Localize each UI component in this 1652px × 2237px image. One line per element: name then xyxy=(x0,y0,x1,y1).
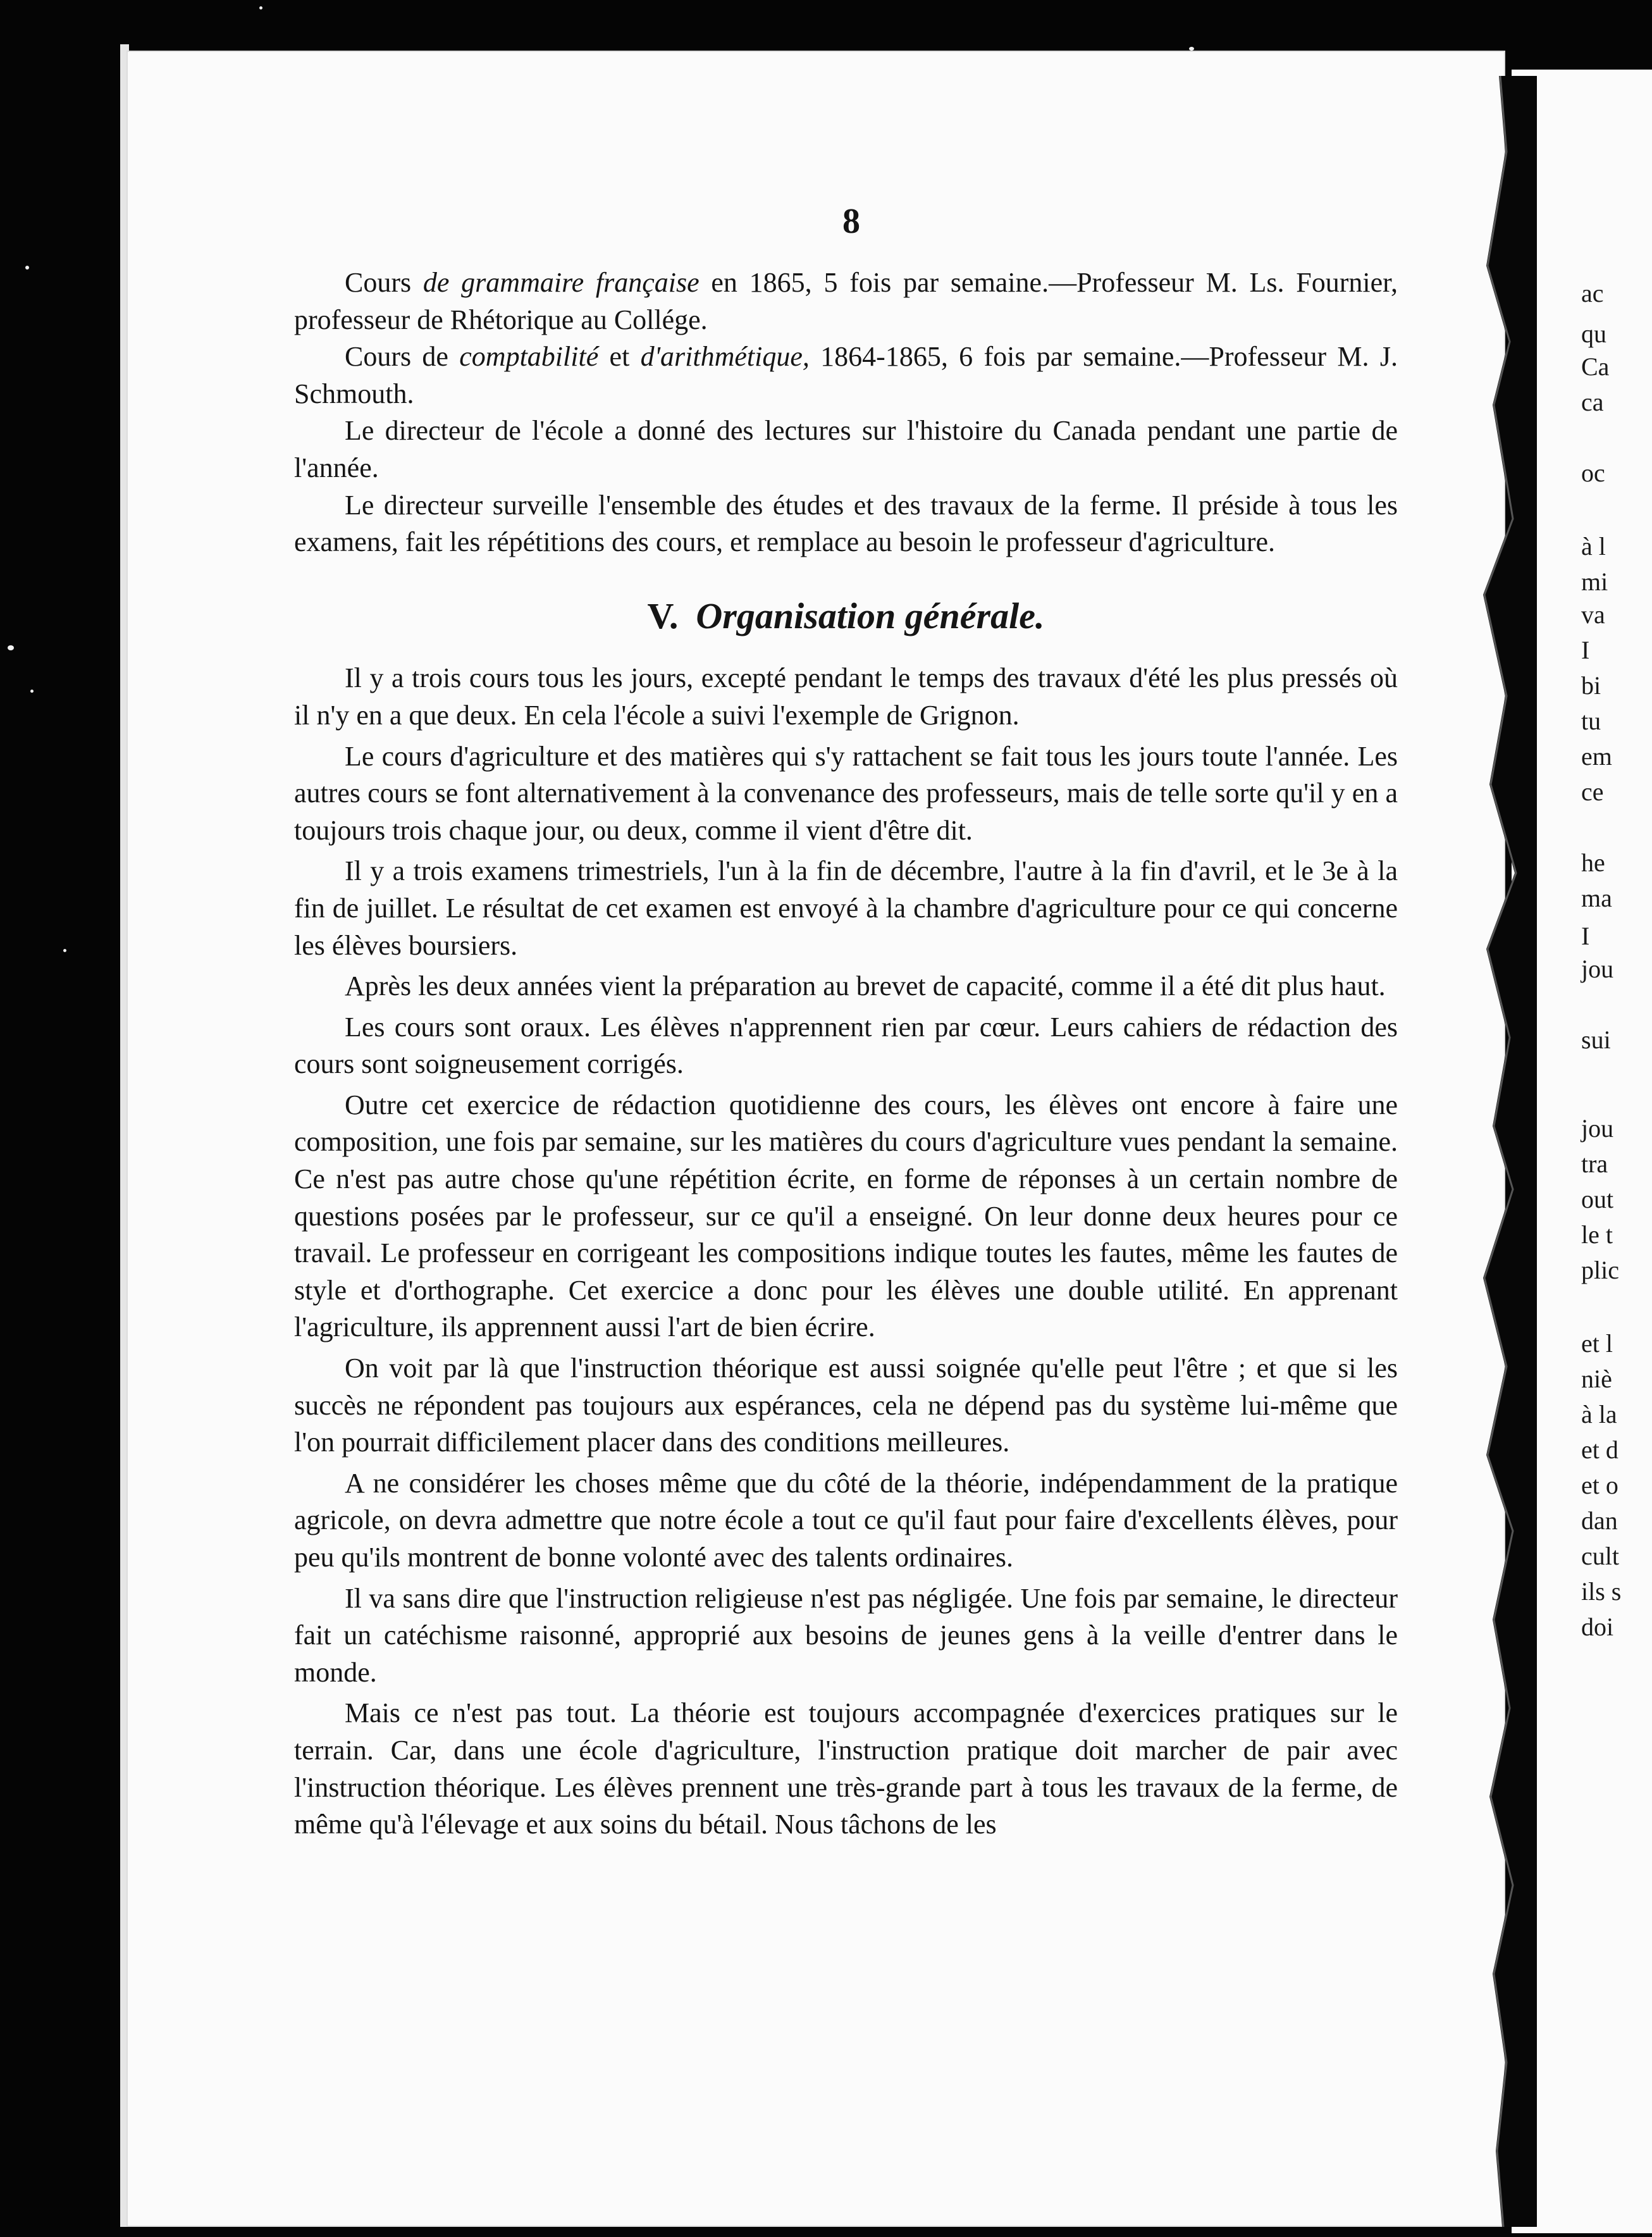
italic-run: comptabilité xyxy=(459,341,599,373)
scan-speck xyxy=(30,690,34,693)
italic-run: d'arithmétique, xyxy=(640,341,810,373)
paragraph: Mais ce n'est pas tout. La théorie est toujours accompagnée d'exercices pratiques sur le terrain. Car, dans une école d'agriculture, l'instruction pratique doit marcher de pair avec l'instruction théorique. Les élèves prennent une très-grande part à tous les travaux de la ferme, de même qu'à l'élevage et aux soins du bétail. Nous tâchons de les xyxy=(294,1697,1398,1840)
next-page-line: I xyxy=(1581,636,1590,664)
scan-speck xyxy=(63,949,66,952)
next-page-line: à la xyxy=(1581,1400,1617,1428)
next-page-line: ce xyxy=(1581,778,1604,806)
paragraph xyxy=(294,412,1398,486)
section-title: Organisation générale. xyxy=(696,595,1045,636)
paragraph: Il va sans dire que l'instruction religieuse n'est pas négligée. Une fois par semaine, le directeur fait un catéchisme raisonné, approprié aux besoins de jeunes gens à la veille d'entrer dans le monde. xyxy=(294,1582,1398,1688)
next-page-line: le t xyxy=(1581,1220,1613,1249)
paragraph xyxy=(294,338,1398,412)
text-run: Le directeur de l'école a donné des lectures sur l'histoire du Canada pendant une partie de l'année. xyxy=(294,415,1398,483)
intro-section xyxy=(294,264,1398,561)
paragraph: A ne considérer les choses même que du côté de la théorie, indépendamment de la pratique agricole, on devra admettre que notre école a tout ce qu'il faut pour faire d'excellents élèves, pour peu qu'ils montrent de bonne volonté avec des talents ordinaires. xyxy=(294,1467,1398,1573)
next-page-line: oc xyxy=(1581,459,1605,487)
paragraph xyxy=(294,487,1398,561)
section-heading xyxy=(294,595,1398,636)
next-page-line: plic xyxy=(1581,1256,1619,1284)
body-section xyxy=(294,660,1398,1843)
next-page-line: tra xyxy=(1581,1149,1608,1178)
next-page-line: bi xyxy=(1581,671,1601,700)
paragraph: Les cours sont oraux. Les élèves n'apprennent rien par cœur. Leurs cahiers de rédaction des cours sont soigneusement corrigés. xyxy=(294,1011,1398,1080)
next-page-line: dan xyxy=(1581,1506,1618,1535)
next-page-line: he xyxy=(1581,848,1605,877)
paragraph: Il y a trois cours tous les jours, excepté pendant le temps des travaux d'été les plus pressés où il n'y en a que deux. En cela l'école a suivi l'exemple de Grignon. xyxy=(294,662,1398,731)
paragraph: Outre cet exercice de rédaction quotidienne des cours, les élèves ont encore à faire une composition, une fois par semaine, sur les matières du cours d'agriculture vues pendant la semaine. Ce n'est pas autre chose qu'une répétition écrite, en forme de réponses à un certain nombre de questions posées par le professeur, sur ce qu'il a enseigné. On leur donne deux heures pour ce travail. Le professeur en corrigeant les compositions indique toutes les fautes, même les fautes de style et d'orthographe. Cet exercice a donc pour les élèves une double utilité. En apprenant l'agriculture, ils apprennent aussi l'art de bien écrire. xyxy=(294,1089,1398,1343)
next-page-line: ca xyxy=(1581,388,1604,416)
paragraph: Le cours d'agriculture et des matières qui s'y rattachent se fait tous les jours toute l'année. Les autres cours se font alternativement à la convenance des professeurs, mais de telle sorte qu'il y en a toujours trois chaque jour, ou deux, comme il vient d'être dit. xyxy=(294,740,1398,846)
paragraph: On voit par là que l'instruction théorique est aussi soignée qu'elle peut l'être ; et que si les succès ne répondent pas toujours aux espérances, cela ne dépend pas du système lui-même que l'on pourrait difficilement placer dans des conditions meilleures. xyxy=(294,1353,1398,1458)
next-page-line: va xyxy=(1581,600,1605,629)
next-page-line: ils s xyxy=(1581,1577,1622,1606)
text-column xyxy=(294,264,1398,1844)
next-page-line: à l xyxy=(1581,532,1606,561)
next-page-line: et o xyxy=(1581,1471,1618,1499)
scan-speck xyxy=(8,645,14,650)
torn-page-edge xyxy=(1461,76,1537,2227)
paragraph: Après les deux années vient la préparation au brevet de capacité, comme il a été dit plus haut. xyxy=(345,970,1386,1002)
next-page-line: ac xyxy=(1581,279,1604,307)
next-page-line: cult xyxy=(1581,1542,1619,1570)
next-page-line: niè xyxy=(1581,1365,1612,1393)
next-page-line: qu xyxy=(1581,319,1606,348)
section-number: V. xyxy=(647,595,679,636)
next-page-line: out xyxy=(1581,1185,1614,1213)
next-page-line: doi xyxy=(1581,1613,1614,1641)
next-page-line: sui xyxy=(1581,1026,1611,1054)
next-page-line: jou xyxy=(1581,1114,1614,1143)
next-page-line: et l xyxy=(1581,1329,1613,1358)
text-run: 1864-1865, 6 fois par semaine.—Professeur M. J. Schmouth. xyxy=(294,341,1398,409)
next-page-line: et d xyxy=(1581,1435,1618,1464)
next-page-line: ma xyxy=(1581,884,1612,912)
next-page-line: jou xyxy=(1581,955,1614,983)
text-run: en 1865, 5 fois par semaine.—Professeur M. Ls. Fournier, professeur de Rhétorique au Collége. xyxy=(294,267,1398,335)
next-page-line: mi xyxy=(1581,567,1608,596)
next-page-line: Ca xyxy=(1581,352,1610,381)
scan-speck xyxy=(259,6,262,9)
next-page-line: em xyxy=(1581,742,1612,771)
text-run: et xyxy=(598,341,641,373)
paragraph xyxy=(294,264,1398,338)
text-run: Le directeur surveille l'ensemble des études et des travaux de la ferme. Il préside à tous les examens, fait les répétitions des cours, et remplace au besoin le professeur d'agriculture. xyxy=(294,489,1398,558)
text-run: Cours de xyxy=(345,341,460,373)
next-page-line: I xyxy=(1581,922,1590,950)
paragraph: Il y a trois examens trimestriels, l'un à la fin de décembre, l'autre à la fin d'avril, et le 3e à la fin de juillet. Le résultat de cet examen est envoyé à la chambre d'agriculture pour ce qui concerne les élèves boursiers. xyxy=(294,855,1398,961)
next-page-line: tu xyxy=(1581,707,1601,735)
italic-run: de grammaire française xyxy=(422,267,700,298)
page-number: 8 xyxy=(842,202,860,241)
scan-speck xyxy=(25,266,29,270)
text-run: Cours xyxy=(345,267,423,298)
